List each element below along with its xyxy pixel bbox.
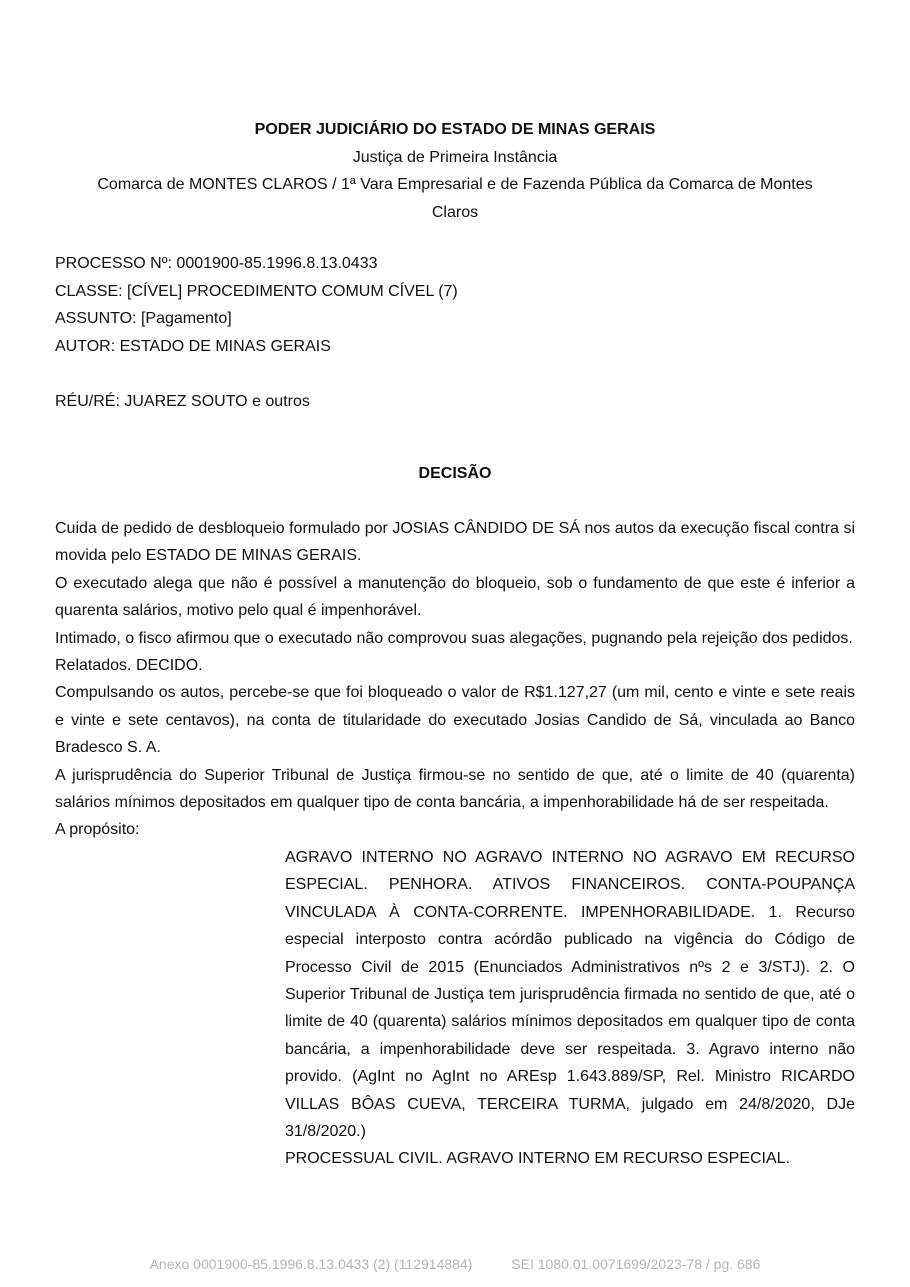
court-instance: Justiça de Primeira Instância xyxy=(352,148,558,166)
case-subject: ASSUNTO: [Pagamento] xyxy=(55,310,232,327)
paragraph: Compulsando os autos, percebe-se que foi bloqueado o valor de R$1.127,27 (um mil, cento e vinte e sete reais e vinte e sete centavos), na conta de titularidade do executado Josias Candido de Sá, vinculada ao Banco Bradesco S. A. xyxy=(55,684,855,757)
footer-sei: SEI 1080.01.0071699/2023-78 / pg. 686 xyxy=(511,1256,761,1272)
quote-paragraph: AGRAVO INTERNO NO AGRAVO INTERNO NO AGRAVO EM RECURSO ESPECIAL. PENHORA. ATIVOS FINANCEIROS. CONTA-POUPANÇA VINCULADA À CONTA-CORRENTE. IMPENHORABILIDADE. 1. Recurso especial interposto contra acórdão publicado na vigência do Código de Processo Civil de 2015 (Enunciados Administrativos nºs 2 e 3/STJ). 2. O Superior Tribunal de Justiça tem jurisprudência firmada no sentido de que, até o limite de 40 (quarenta) salários mínimos depositados em qualquer tipo de conta bancária, a impenhorabilidade deve ser respeitada. 3. Agravo interno não provido. (AgInt no AgInt no AREsp 1.643.889/SP, Rel. Ministro RICARDO VILLAS BÔAS CUEVA, TERCEIRA TURMA, julgado em 24/8/2020, DJe 31/8/2020.) xyxy=(285,848,855,1140)
paragraph: Intimado, o fisco afirmou que o executado não comprovou suas alegações, pugnando pela rejeição dos pedidos. xyxy=(55,629,853,647)
decision-body xyxy=(55,515,855,1173)
jurisprudence-quote xyxy=(285,844,855,1173)
paragraph: Cuida de pedido de desbloqueio formulado por JOSIAS CÂNDIDO DE SÁ nos autos da execução fiscal contra si movida pelo ESTADO DE MINAS GERAIS. xyxy=(55,520,855,565)
paragraph: O executado alega que não é possível a manutenção do bloqueio, sob o fundamento de que este é inferior a quarenta salários, motivo pelo qual é impenhorável. xyxy=(55,574,855,620)
court-district-line1: Comarca de MONTES CLAROS / 1ª Vara Empresarial e de Fazenda Pública da Comarca de Montes xyxy=(97,176,813,193)
case-class: CLASSE: [CÍVEL] PROCEDIMENTO COMUM CÍVEL (7) xyxy=(55,282,458,300)
court-name: PODER JUDICIÁRIO DO ESTADO DE MINAS GERAIS xyxy=(254,121,656,138)
paragraph: A jurisprudência do Superior Tribunal de Justiça firmou-se no sentido de que, até o limite de 40 (quarenta) salários mínimos depositados em qualquer tipo de conta bancária, a impenhorabilidade há de ser respeitada. xyxy=(55,766,855,812)
quote-paragraph: PROCESSUAL CIVIL. AGRAVO INTERNO EM RECURSO ESPECIAL. xyxy=(285,1150,791,1168)
case-metadata xyxy=(55,250,855,415)
decision-title: DECISÃO xyxy=(418,465,492,482)
spacer xyxy=(55,360,855,388)
page-footer xyxy=(0,1256,910,1272)
paragraph: A propósito: xyxy=(55,821,140,839)
footer-annex: Anexo 0001900-85.1996.8.13.0433 (2) (112914884) xyxy=(149,1256,473,1272)
case-defendant: RÉU/RÉ: JUAREZ SOUTO e outros xyxy=(55,392,310,410)
case-number: PROCESSO Nº: 0001900-85.1996.8.13.0433 xyxy=(55,255,378,272)
paragraph: Relatados. DECIDO. xyxy=(55,657,203,675)
case-plaintiff: AUTOR: ESTADO DE MINAS GERAIS xyxy=(55,337,331,355)
court-district-line2: Claros xyxy=(431,203,479,221)
document-header xyxy=(40,116,870,226)
